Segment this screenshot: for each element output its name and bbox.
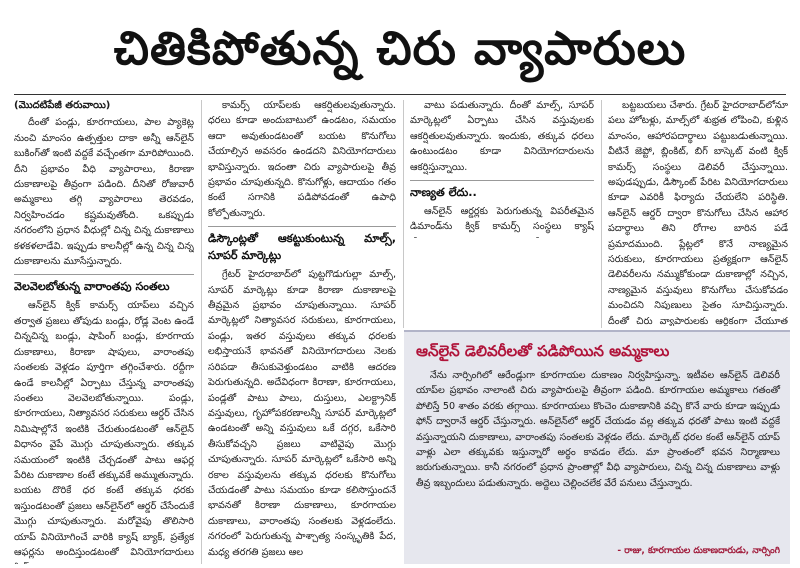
column-divider [403,100,404,328]
article-column-3 [410,98,594,238]
subheading: నాణ్యత లేదు.. [410,180,594,201]
headline-rule [14,94,786,95]
subheading: వెలవెలబోతున్న వారాంతపు సంతలు [14,274,194,295]
quote-box-title: ఆన్‌లైన్ డెలివరీలతో పడిపోయిన అమ్మకాలు [416,342,670,360]
paragraph: బట్టబయలు చేశారు. గ్రేటర్ హైదరాబాద్‌లోనూ పలు హోటళ్లు, మాల్స్‌లో శుభ్రత లోపించి, కుళ్లిన మాంసం, ఆహారపదార్థాలు పట్టుబడుతున్నాయి. వీటినే జెప్టో, బ్లింకిట్, బిగ్ బాస్కెట్ వంటి క్విక్ కామర్స్ సంస్థలు డెలివరీ చేస్తున్నాయి. అపుడప్పుడు, డిస్కౌంట్ పేరిట వినియోగదారులు కూడా ఎవరికీ ఫిర్యాదు చేయలేని పరిస్థితి. ఆన్‌లైన్ ఆర్డర్ ద్వారా కొనుగోలు చేసిన ఆహార పదార్థాలు తిని రోగాల బారిన పడే ప్రమాదముంది. ప్లేట్లలో కొనే నాణ్యమైన సరుకులు, కూరగాయలు ప్రత్యక్షంగా ఆన్‌లైన్ డెలివరీలను నమ్ముకోకుండా దుకాణాల్లో నచ్చిన, నాణ్యమైన వస్తువులు కొనుగోలు చేసుకోవడం మంచిదని నిపుణులు సైతం సూచిస్తున్నారు. దీంతో చిరు వ్యాపారులకు ఆర్థికంగా చేయూత [608,100,788,326]
column-divider [601,100,602,328]
paragraph: కామర్స్ యాప్‌లకు ఆకర్షితులవుతున్నారు. ధరలు కూడా అందుబాటులో ఉండటం, సమయం ఆదా అవుతుండటంతో బయట కొనుగోలు చేయాల్సిన అవసరం ఉండదని వినియోగదారులు భావిస్తున్నారు. ఇదంతా చిరు వ్యాపారులపై తీవ్ర ప్రభావం చూపుతున్నది. కొనుగోళ్లు, ఆదాయం గతం కంటే సగానికి పడిపోవడంతో ఉపాధి కోల్పోతున్నారు. [208,100,396,219]
column-divider [201,100,202,564]
paragraph: గ్రేటర్ హైదరాబాద్‌లో పుట్టగొడుగుల్లా మాల్స్, సూపర్ మార్కెట్లు కూడా కిరాణా దుకాణాలపై తీవ్రమైన ప్రభావం చూపుతున్నాయి. సూపర్ మార్కెట్లలో నిత్యావసర సరుకులు, కూరగాయలు, పండ్లు, ఇతర వస్తువులు తక్కువ ధరలకు లభిస్తాయనే భావనతో వినియోగదారులు నెలకు సరిపడా తీసుకువెళ్తుండటం వాటికి ఆదరణ పెరుగుతున్నది. అదేవిధంగా కిరాణా, కూరగాయలు, పండ్లతో పాటు పాలు, దుస్తులు, ఎలక్ట్రానిక్ వస్తువులు, గృహోపకరణాలన్నీ సూపర్ మార్కెట్లలో ఉండటంతో అన్ని వస్తువులు ఒకే దగ్గర, ఒకేసారి తీసుకోవచ్చని ప్రజలు వాటివైపు మొగ్గు చూపుతున్నారు. సూపర్ మార్కెట్లలో ఒకేసారి అన్ని రకాల వస్తువులను తక్కువ ధరలకు కొనుగోలు చేయడంతో పాటు సమయం కూడా కలిసొస్తుందనే భావనతో కిరాణా దుకాణాలు, కూరగాయల దుకాణాలు, వారాంతపు సంతలకు వెళ్లడంలేదు. నగరంలో పెరుగుతున్న పాశ్చాత్య సంస్కృతికి పేద, మధ్య తరగతి ప్రజలు ఆల [208,269,396,558]
article-column-1 [14,98,194,564]
article-column-2 [208,98,396,564]
paragraph: ఆన్‌లైన్ ఆర్డర్లకు పెరుగుతున్న విపరీతమైన డిమాండ్‌ను క్విక్ కామర్స్ సంస్థలు క్యాష్ [410,206,594,233]
headline: చితికిపోతున్న చిరు వ్యాపారులు [113,21,687,75]
quote-box-body [416,368,780,491]
subheading: డిస్కౌంట్లతో ఆకట్టుకుంటున్న మాల్స్, సూపర్ మార్కెట్లు [208,226,396,264]
paragraph: దీంతో పండ్లు, కూరగాయలు, పాల ప్యాకెట్ల నుంచి మాంసం ఉత్పత్తుల దాకా అన్నీ ఆన్‌లైన్ బుకింగ్‌తో ఇంటి వద్దకే వచ్చేంతగా మారిపోయింది. దీని ప్రభావం వీధి వ్యాపారాలు, కిరాణా దుకాణాలపై తీవ్రంగా పడింది. దీనితో రోజువారీ అమ్మకాలు తగ్గి వ్యాపారాలు తెరవడం, నిర్వహించడం కష్టమవుతోంది. ఒకప్పుడు నగరంలోని ప్రధాన వీధుల్లో చిన్న చిన్న దుకాణాలు కళకళలాడేవి. ఇప్పుడు కాలనీల్లో ఉన్న చిన్న చిన్న దుకాణాలను మూసేస్తున్నారు. [14,117,194,268]
continuation-credit: (మొదటిపేజీ తరువాయి) [14,100,111,111]
quote-box [404,330,790,564]
paragraph: ఆన్‌లైన్ క్విక్ కామర్స్ యాప్‌లు వచ్చిన తర్వాత ప్రజలు తోపుడు బండ్లు, రోడ్ల వెంట ఉండే చిన్నచిన్న బండ్లు, షాపింగ్ బండ్లు, కూరగాయ దుకాణాలు, కిరాణా షాపులు, వారాంతపు సంతలకు వెళ్లడం పూర్తిగా తగ్గించేశారు. రద్దీగా ఉండే కాలనీల్లో ఏర్పాటు చేస్తున్న వారాంతపు సంతలు వెలవెలబోతున్నాయి. పండ్లు, కూరగాయలు, నిత్యావసర సరుకులు ఆర్డర్ చేసిన నిమిషాల్లోనే ఇంటికి చేరుతుండటంతో ఆన్‌లైన్ విధానం వైపే మొగ్గు చూపుతున్నారు. తక్కువ సమయంలో ఇంటికి చేర్చడంతో పాటు ఆఫర్ల పేరిట దుకాణాల కంటే తక్కువకే అమ్ముతున్నారు. బయట దొరికే ధర కంటే తక్కువ ధరకు ఇస్తుండటంతో ప్రజలు ఆన్‌లైన్‌లో ఆర్డర్ చేసేందుకే మొగ్గు చూపుతున్నారు. మరోవైపు తొలిసారి యాప్ వినియోగించే వారికి క్యాష్ బ్యాక్, ప్రత్యేక ఆఫర్లను అందిస్తుండటంతో వినియోగదారులు [14,300,194,558]
quote-signature: - రాజు, కూరగాయల దుకాణదారుడు, నార్సింగి [617,546,780,556]
article-column-4 [608,98,788,326]
quote-paragraph: నేను నార్సింగిలో ఆరేండ్లుగా కూరగాయల దుకాణం నిర్వహిస్తున్నా. ఇటీవల ఆన్‌లైన్ డెలివరీ యాప్‌ల ప్రభావం నాలాంటి చిరు వ్యాపారులపై తీవ్రంగా పడింది. కూరగాయల అమ్మకాలు గతంతో పోలిస్తే 50 శాతం వరకు తగ్గాయి. కూరగాయలు కొంచెం దుకాణానికి వచ్చి కొనే వారు కూడా ఇప్పుడు ఫోన్ ద్వారానే ఆర్డర్ చేస్తున్నారు. ఆన్‌లైన్‌లో ఆర్డర్ చేయడం వల్ల తక్కువ ధరతో పాటు ఇంటి వద్దకే వస్తున్నాయని దుకాణాలు, వారాంతపు సంతలకు వెళ్లడం లేదు. మార్కెట్ ధరల కంటే ఆన్‌లైన్ యాప్ వాళ్లు ఎలా తక్కువకు ఇస్తున్నారో అర్థం కావడం లేదు. మా ప్రాంతంలో భవన నిర్మాణాలు జరుగుతున్నాయి. కానీ నగరంలో ప్రధాన ప్రాంతాల్లో వీధి వ్యాపారులు, చిన్న చిన్న దుకాణాలు వాళ్లు తీవ్ర ఇబ్బందులు పడుతున్నారు. అద్దెలు చెల్లించలేక వేరే పనులు చేస్తున్నారు. [416,370,780,489]
paragraph: వాటు పడుతున్నారు. దీంతో మాల్స్, సూపర్ మార్కెట్లలో ఏర్పాటు చేసిన వస్తువులకు ఆకర్షితులవుతున్నారు. ఇందుకు, తక్కువ ధరలు ఉంటుండటం కూడా వినియోగదారులను ఆకర్షిస్తున్నాయి. [410,100,594,173]
